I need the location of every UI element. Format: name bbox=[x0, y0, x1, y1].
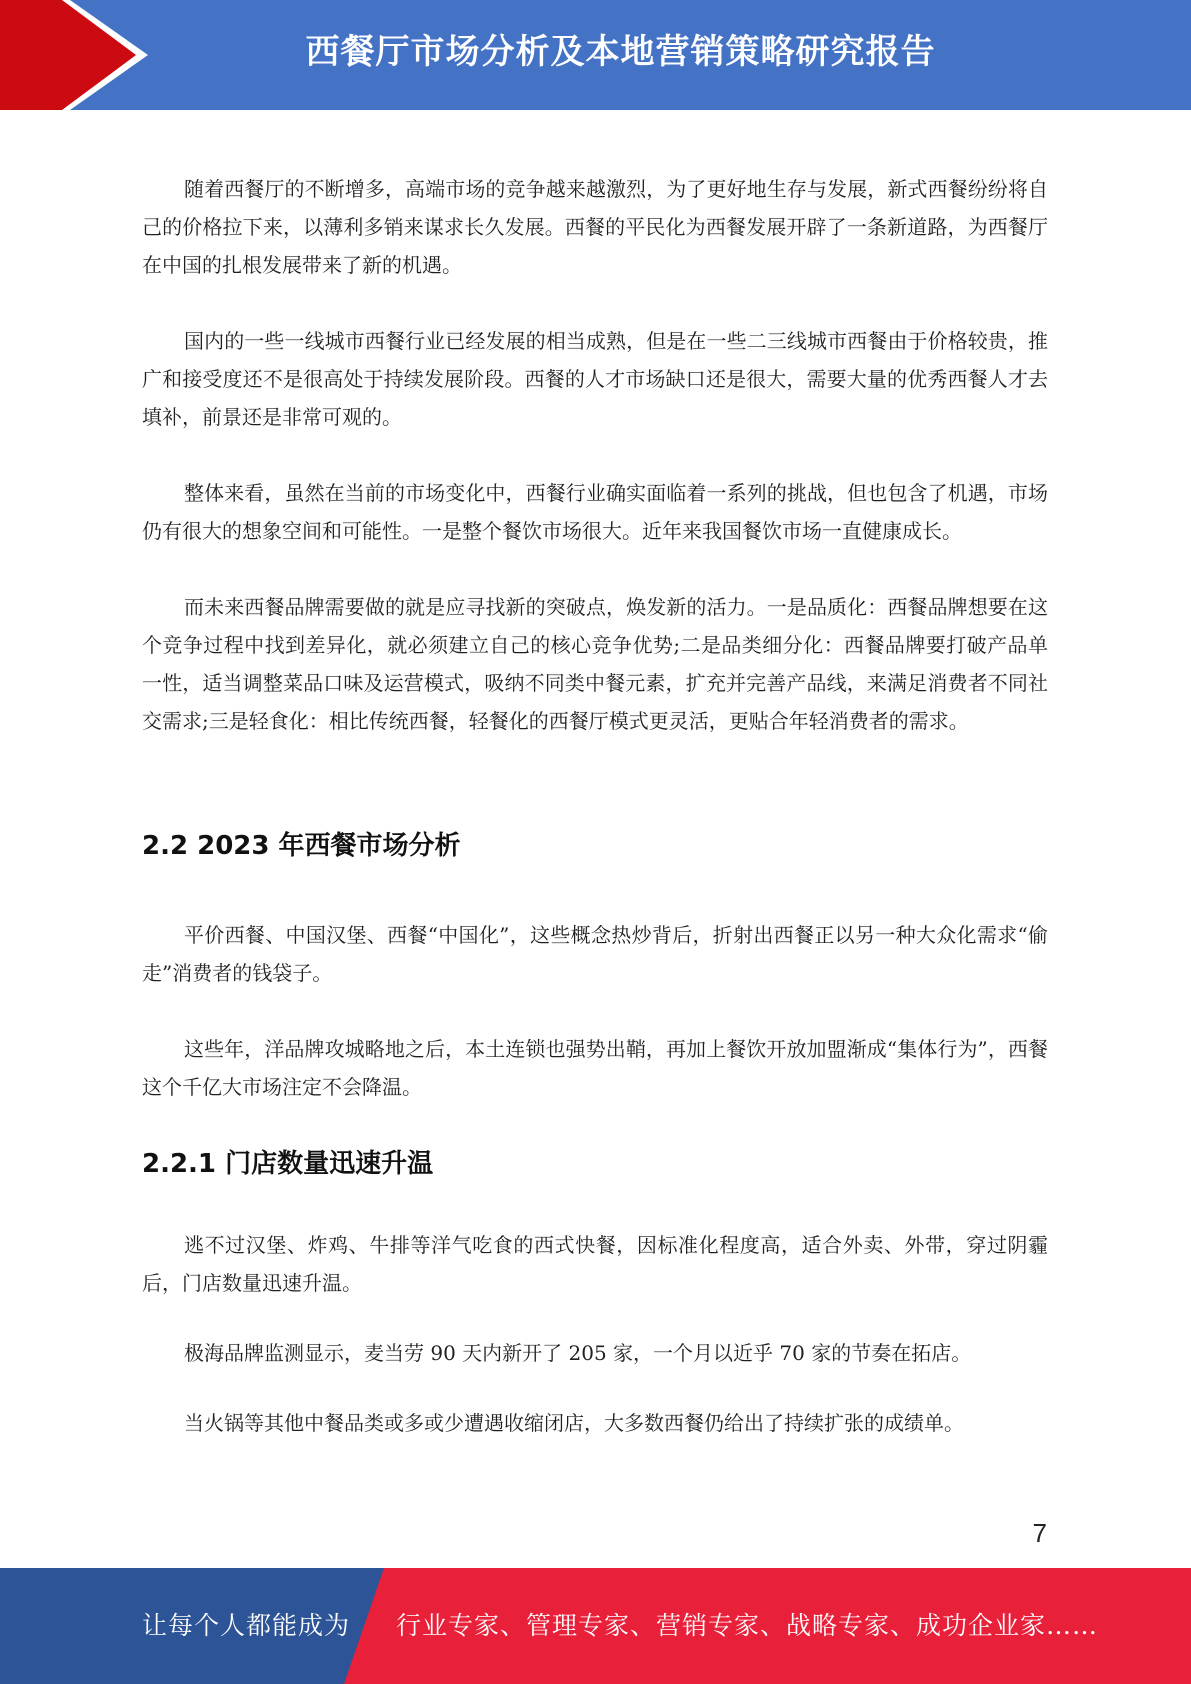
section-2-2-1-paragraph-3: 当火锅等其他中餐品类或多或少遭遇收缩闭店，大多数西餐仍给出了持续扩张的成绩单。 bbox=[184, 1411, 964, 1435]
section-2-2-paragraph-2: 这些年，洋品牌攻城略地之后，本土连锁也强势出鞘，再加上餐饮开放加盟渐成“集体行为”，西餐这个千亿大市场注定不会降温。 bbox=[142, 1037, 1048, 1099]
section-heading-2-2: 2.2 2023 年西餐市场分析 bbox=[142, 831, 461, 861]
page-number: 7 bbox=[1032, 1518, 1047, 1548]
intro-paragraph-3: 整体来看，虽然在当前的市场变化中，西餐行业确实面临着一系列的挑战，但也包含了机遇，市场仍有很大的想象空间和可能性。一是整个餐饮市场很大。近年来我国餐饮市场一直健康成长。 bbox=[142, 481, 1048, 543]
footer-banner bbox=[0, 1568, 1191, 1684]
section-2-2-1-paragraph-2: 极海品牌监测显示，麦当劳 90 天内新开了 205 家，一个月以近乎 70 家的节奏在拓店。 bbox=[184, 1341, 972, 1365]
section-2-2-paragraph-1: 平价西餐、中国汉堡、西餐“中国化”，这些概念热炒背后，折射出西餐正以另一种大众化需求“偷走”消费者的钱袋子。 bbox=[142, 923, 1048, 985]
footer-slogan-left: 让每个人都能成为 bbox=[142, 1611, 351, 1640]
intro-paragraph-4: 而未来西餐品牌需要做的就是应寻找新的突破点，焕发新的活力。一是品质化：西餐品牌想要在这个竞争过程中找到差异化，就必须建立自己的核心竞争优势;二是品类细分化：西餐品牌要打破产品单一性，适当调整菜品口味及运营模式，吸纳不同类中餐元素，扩充并完善产品线，来满足消费者不同社交需求;三是轻食化：相比传统西餐，轻餐化的西餐厅模式更灵活，更贴合年轻消费者的需求。 bbox=[142, 595, 1048, 733]
page-content bbox=[142, 170, 1048, 1442]
intro-paragraph-2: 国内的一些一线城市西餐行业已经发展的相当成熟，但是在一些二三线城市西餐由于价格较贵，推广和接受度还不是很高处于持续发展阶段。西餐的人才市场缺口还是很大，需要大量的优秀西餐人才去填补，前景还是非常可观的。 bbox=[142, 329, 1048, 429]
footer-slogan-right: 行业专家、管理专家、营销专家、战略专家、成功企业家…… bbox=[396, 1611, 1099, 1640]
section-heading-2-2-1: 2.2.1 门店数量迅速升温 bbox=[142, 1149, 434, 1179]
intro-paragraph-1: 随着西餐厅的不断增多，高端市场的竞争越来越激烈，为了更好地生存与发展，新式西餐纷纷将自己的价格拉下来，以薄利多销来谋求长久发展。西餐的平民化为西餐发展开辟了一条新道路，为西餐厅在中国的扎根发展带来了新的机遇。 bbox=[142, 177, 1048, 277]
document-title: 西餐厅市场分析及本地营销策略研究报告 bbox=[305, 32, 936, 72]
section-2-2-1-paragraph-1: 逃不过汉堡、炸鸡、牛排等洋气吃食的西式快餐，因标准化程度高，适合外卖、外带，穿过阴霾后，门店数量迅速升温。 bbox=[142, 1233, 1048, 1295]
header-banner bbox=[0, 0, 1191, 110]
